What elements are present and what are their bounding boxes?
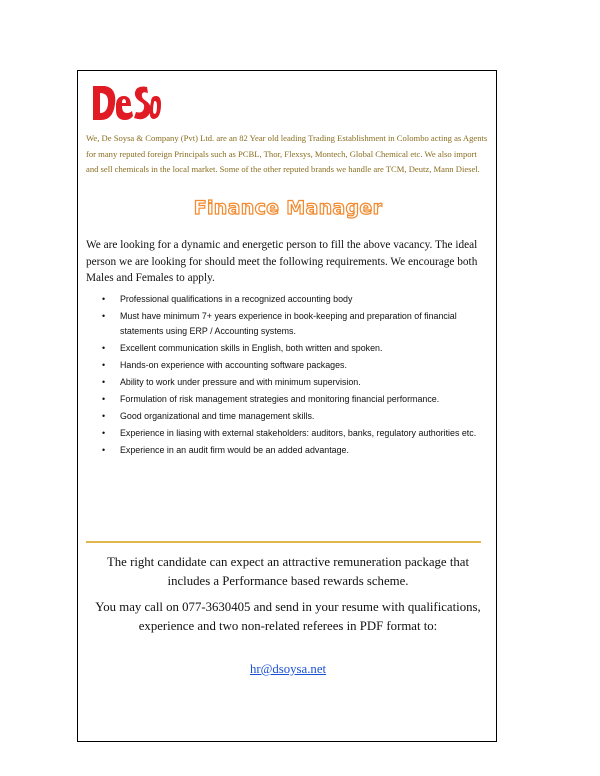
bullet-icon: • bbox=[102, 427, 106, 438]
requirement-item bbox=[100, 392, 490, 407]
email-line bbox=[86, 660, 490, 678]
bullet-icon: • bbox=[102, 360, 106, 371]
requirement-text: Experience in liasing with external stakeholders: auditors, banks, regulatory authorities etc. bbox=[120, 427, 477, 438]
bullet-icon: • bbox=[102, 343, 106, 354]
requirement-item bbox=[100, 409, 490, 424]
company-logo bbox=[91, 82, 161, 124]
requirement-item bbox=[100, 309, 490, 340]
requirement-text: Hands-on experience with accounting software packages. bbox=[120, 360, 347, 371]
email-link[interactable]: hr@dsoysa.net bbox=[249, 662, 327, 676]
requirement-item bbox=[100, 341, 490, 356]
divider bbox=[86, 541, 481, 543]
bullet-icon: • bbox=[102, 444, 106, 455]
vacancy-lead: We are looking for a dynamic and energetic person to fill the above vacancy. The ideal person we are looking for should meet the following requirements. We encourage both Males and Females to apply. bbox=[86, 239, 478, 284]
requirement-item bbox=[100, 375, 490, 390]
requirement-text: Formulation of risk management strategies and monitoring financial performance. bbox=[120, 393, 440, 404]
requirement-text: Must have minimum 7+ years experience in book-keeping and preparation of financial statements using ERP / Accounting systems. bbox=[120, 310, 457, 337]
bullet-icon: • bbox=[102, 294, 106, 304]
job-title: Finance Manager bbox=[193, 197, 383, 219]
requirements-list bbox=[100, 292, 490, 460]
requirement-item bbox=[100, 292, 490, 307]
bullet-icon: • bbox=[102, 377, 106, 388]
requirement-text: Experience in an audit firm would be an added advantage. bbox=[120, 444, 349, 455]
bullet-icon: • bbox=[102, 410, 106, 421]
requirement-text: Professional qualifications in a recognized accounting body bbox=[120, 294, 353, 304]
requirement-text: Ability to work under pressure and with minimum supervision. bbox=[120, 377, 361, 388]
contact-instructions: You may call on 077-3630405 and send in your resume with qualifications, experience and two non-related referees in PDF format to: bbox=[95, 600, 481, 633]
bullet-icon: • bbox=[102, 393, 106, 404]
requirement-item bbox=[100, 443, 490, 458]
requirement-text: Good organizational and time management skills. bbox=[120, 410, 315, 421]
company-intro: We, De Soysa & Company (Pvt) Ltd. are an 82 Year old leading Trading Establishment in Colombo acting as Agents for many reputed foreign Principals such as PCBL, Thor, Flexsys, Montech, Global Chemical etc. We also import and sell chemicals in the local market. Some of the other reputed brands we handle are TCM, Deutz, Mann Diesel. bbox=[86, 133, 488, 174]
bullet-icon: • bbox=[102, 310, 106, 321]
requirement-text: Excellent communication skills in English, both written and spoken. bbox=[120, 343, 383, 354]
requirement-item bbox=[100, 358, 490, 373]
remuneration-text: The right candidate can expect an attractive remuneration package that includes a Performance based rewards scheme. bbox=[106, 555, 470, 588]
requirement-item bbox=[100, 426, 490, 441]
